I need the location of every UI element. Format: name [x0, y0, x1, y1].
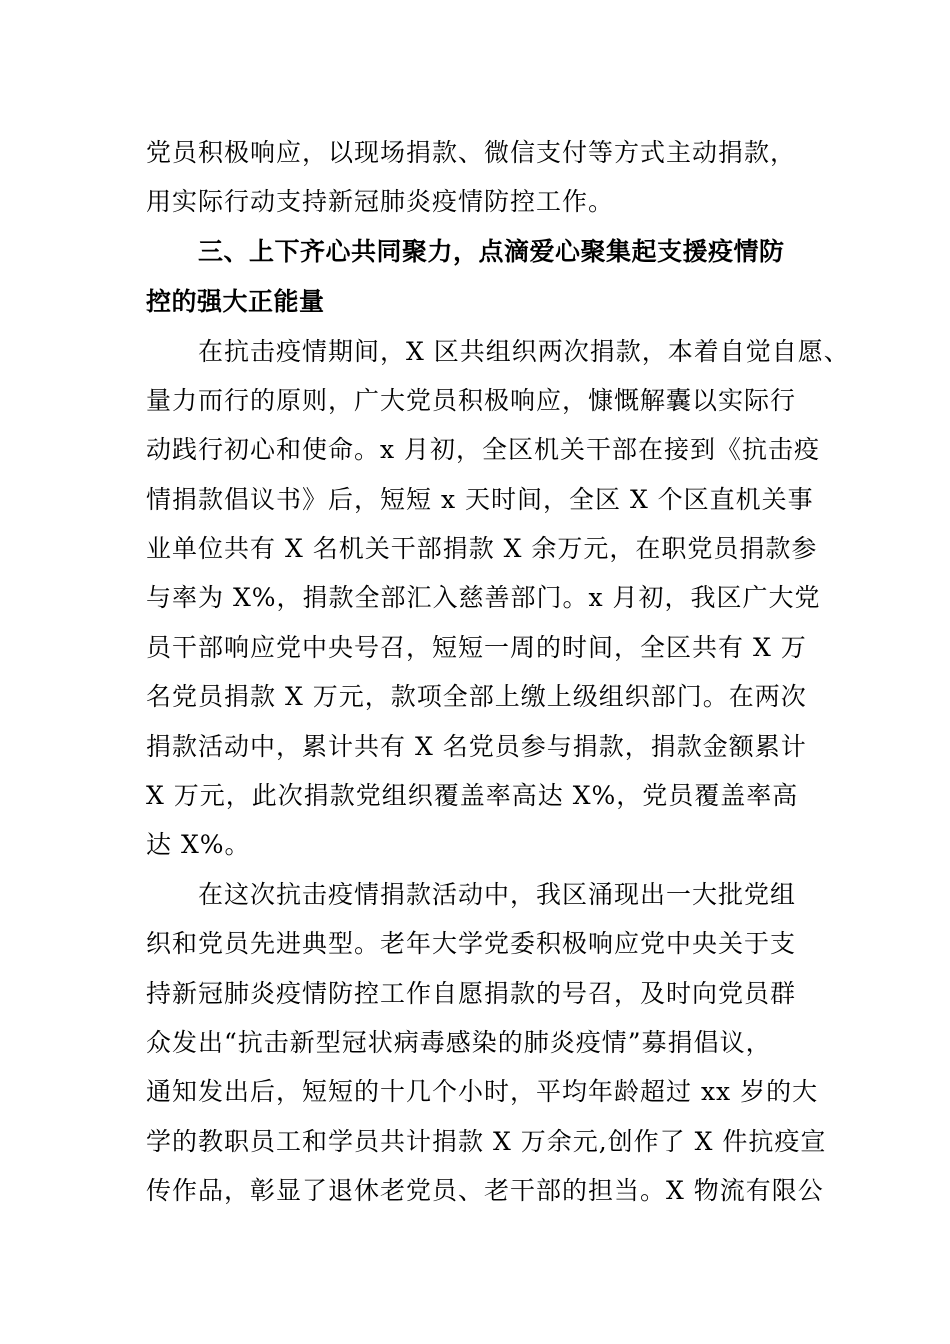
paragraph-2-line-4: 众发出“抗击新型冠状病毒感染的肺炎疫情”募捐倡议，: [146, 1028, 772, 1057]
section-heading-line-2: 控的强大正能量: [146, 287, 325, 316]
paragraph-1-line-8: 名党员捐款 X 万元，款项全部上缴上级组织部门。在两次: [146, 682, 807, 711]
paragraph-2-line-3: 持新冠肺炎疫情防控工作自愿捐款的号召，及时向党员群: [146, 979, 797, 1008]
intro-line-2: 用实际行动支持新冠肺炎疫情防控工作。: [146, 187, 615, 216]
intro-line-1: 党员积极响应，以现场捐款、微信支付等方式主动捐款，: [146, 138, 797, 167]
paragraph-2-line-1: 在这次抗击疫情捐款活动中，我区涌现出一大批党组: [198, 880, 797, 909]
paragraph-2-line-7: 传作品，彰显了退休老党员、老干部的担当。X 物流有限公: [146, 1176, 824, 1205]
paragraph-1-line-6: 与率为 X%，捐款全部汇入慈善部门。x 月初，我区广大党: [146, 583, 821, 612]
paragraph-1-line-11: 达 X%。: [146, 830, 251, 859]
paragraph-1-line-10: X 万元，此次捐款党组织覆盖率高达 X%，党员覆盖率高: [146, 781, 799, 810]
paragraph-1-line-1: 在抗击疫情期间，X 区共组织两次捐款，本着自觉自愿、: [198, 337, 850, 366]
section-heading-line-1: 三、上下齐心共同聚力，点滴爱心聚集起支援疫情防: [198, 237, 785, 266]
paragraph-1-line-3: 动践行初心和使命。x 月初，全区机关干部在接到《抗击疫: [146, 435, 821, 464]
paragraph-1-line-7: 员干部响应党中央号召，短短一周的时间，全区共有 X 万: [146, 633, 807, 662]
paragraph-1-line-9: 捐款活动中，累计共有 X 名党员参与捐款，捐款金额累计: [146, 732, 807, 761]
paragraph-1-line-4: 情捐款倡议书》后，短短 x 天时间，全区 X 个区直机关事: [146, 485, 814, 514]
paragraph-2-line-6: 学的教职员工和学员共计捐款 X 万余元,创作了 X 件抗疫宣: [146, 1127, 827, 1156]
paragraph-2-line-5: 通知发出后，短短的十几个小时，平均年龄超过 xx 岁的大: [146, 1077, 819, 1106]
paragraph-2-line-2: 织和党员先进典型。老年大学党委积极响应党中央关于支: [146, 929, 797, 958]
paragraph-1-line-2: 量力而行的原则，广大党员积极响应，慷慨解囊以实际行: [146, 386, 797, 415]
paragraph-1-line-5: 业单位共有 X 名机关干部捐款 X 余万元，在职党员捐款参: [146, 534, 818, 563]
